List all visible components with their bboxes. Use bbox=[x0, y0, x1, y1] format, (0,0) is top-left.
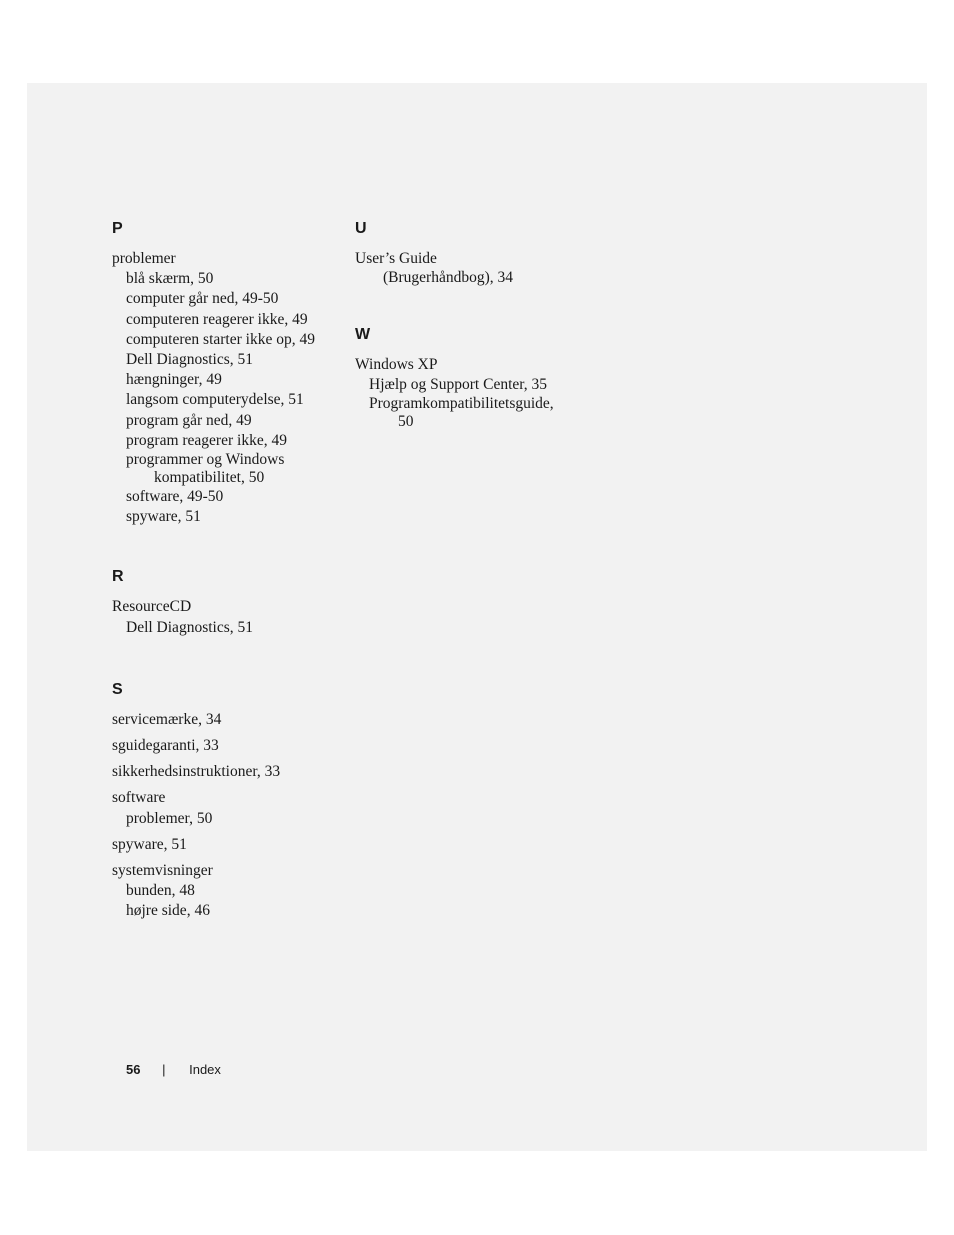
index-term-continuation: (Brugerhåndbog), 34 bbox=[383, 269, 513, 286]
index-entry bbox=[112, 762, 342, 782]
index-subentry: program går ned, 49 bbox=[126, 411, 252, 429]
index-term: problemer bbox=[112, 250, 176, 267]
index-subentry: højre side, 46 bbox=[126, 902, 210, 920]
index-column-left bbox=[112, 219, 342, 964]
index-subentry-continuation: kompatibilitet, 50 bbox=[154, 469, 265, 487]
index-term: servicemærke, 34 bbox=[112, 710, 222, 728]
section-letter: R bbox=[112, 568, 124, 586]
index-term: ResourceCD bbox=[112, 598, 192, 616]
footer-section-title: Index bbox=[189, 1062, 221, 1077]
index-section-r bbox=[112, 567, 342, 637]
section-letter: U bbox=[355, 220, 367, 237]
index-subentry: software, 49-50 bbox=[126, 488, 224, 506]
index-subentry: program reagerer ikke, 49 bbox=[126, 431, 287, 449]
index-subentry: Hjælp og Support Center, 35 bbox=[369, 376, 548, 394]
index-subentry-continuation: 50 bbox=[398, 413, 414, 431]
index-term: sikkerhedsinstruktioner, 33 bbox=[112, 763, 281, 781]
index-subentry: hængninger, 49 bbox=[126, 371, 222, 389]
index-subentry: programmer og Windows bbox=[126, 451, 285, 469]
index-term: Windows XP bbox=[355, 356, 438, 373]
index-subentry: Dell Diagnostics, 51 bbox=[126, 618, 253, 636]
index-term: sguidegaranti, 33 bbox=[112, 737, 219, 755]
index-section-u bbox=[355, 219, 615, 287]
index-subentry: computeren starter ikke op, 49 bbox=[126, 330, 315, 348]
page-number: 56 bbox=[126, 1062, 141, 1077]
index-subentry: bunden, 48 bbox=[126, 882, 195, 900]
index-entry bbox=[112, 861, 342, 922]
index-column-right bbox=[355, 219, 615, 473]
index-entry bbox=[112, 736, 342, 756]
index-section-s bbox=[112, 680, 342, 922]
index-subentry: computer går ned, 49-50 bbox=[126, 290, 279, 308]
index-entry bbox=[355, 249, 615, 287]
index-term: systemvisninger bbox=[112, 862, 213, 880]
footer-separator: | bbox=[162, 1062, 166, 1077]
index-entry bbox=[112, 249, 342, 527]
index-term: software bbox=[112, 789, 166, 807]
page-footer bbox=[126, 1062, 221, 1077]
index-entry bbox=[355, 355, 615, 431]
index-entry bbox=[112, 710, 342, 730]
section-letter: P bbox=[112, 220, 123, 237]
index-subentry: Programkompatibilitetsguide, bbox=[369, 395, 554, 413]
index-section-w bbox=[355, 325, 615, 431]
index-term: spyware, 51 bbox=[112, 835, 187, 853]
index-entry bbox=[112, 597, 342, 637]
index-entry bbox=[112, 835, 342, 855]
index-subentry: computeren reagerer ikke, 49 bbox=[126, 310, 308, 328]
index-section-p bbox=[112, 219, 342, 527]
section-letter: S bbox=[112, 680, 123, 698]
index-subentry: langsom computerydelse, 51 bbox=[126, 391, 304, 409]
index-term: User’s Guide bbox=[355, 250, 437, 267]
index-entry bbox=[112, 788, 342, 828]
index-subentry: spyware, 51 bbox=[126, 508, 201, 526]
section-letter: W bbox=[355, 326, 371, 343]
index-subentry: blå skærm, 50 bbox=[126, 270, 214, 288]
index-subentry: problemer, 50 bbox=[126, 809, 213, 827]
index-subentry: Dell Diagnostics, 51 bbox=[126, 351, 253, 369]
